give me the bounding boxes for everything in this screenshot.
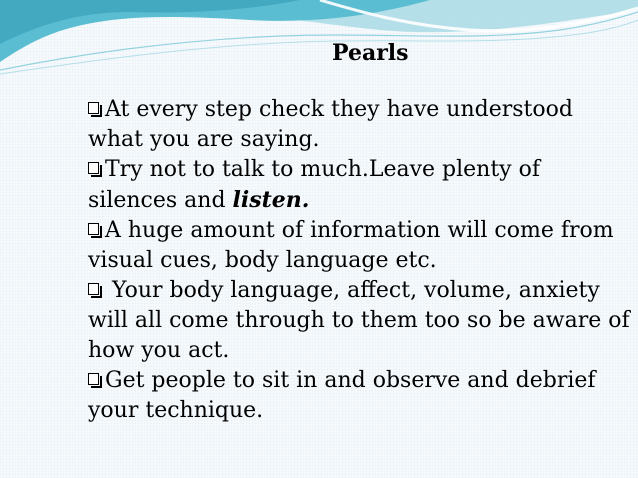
checkbox-bullet-icon: [88, 283, 102, 298]
slide-title: Pearls: [332, 40, 409, 66]
checkbox-bullet-icon: [88, 373, 102, 388]
bullet-text: Try not to talk to much.Leave plenty of silences and: [88, 157, 540, 213]
bullet-item: [88, 276, 637, 366]
bullet-text: A huge amount of information will come from visual cues, body language etc.: [88, 218, 614, 273]
bullet-item: [88, 155, 633, 216]
checkbox-bullet-icon: [88, 162, 102, 177]
bullet-text: At every step check they have understood what you are saying.: [88, 97, 573, 152]
header-wave-decoration: [0, 0, 638, 80]
bullet-text: Your body language, affect, volume, anxiety will all come through to them too so be aware of how you act.: [88, 278, 637, 363]
bullet-list: [88, 95, 637, 426]
bullet-item: [88, 366, 633, 426]
checkbox-bullet-icon: [88, 223, 102, 238]
checkbox-bullet-icon: [88, 102, 102, 117]
bullet-item: [88, 95, 633, 155]
bullet-item: [88, 216, 633, 276]
bullet-text: Get people to sit in and observe and debrief your technique.: [88, 368, 596, 423]
bullet-emphasis: listen.: [232, 187, 310, 213]
